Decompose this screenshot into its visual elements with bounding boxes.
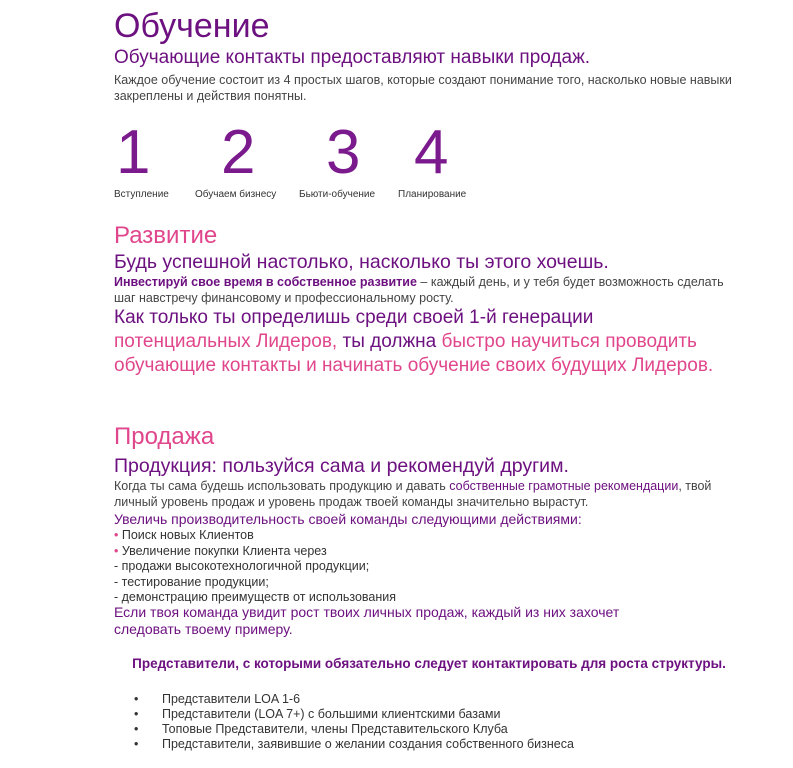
step-4: [398, 118, 467, 200]
step-2: [195, 118, 277, 200]
sales-title: Продажа: [114, 423, 215, 450]
list-item: - демонстрацию преимуществ от использования: [114, 590, 397, 604]
step-3: [299, 118, 376, 200]
sales-subtitle: Продукция: пользуйся сама и рекомендуй другим.: [114, 455, 569, 477]
sales-text-2: , твой личный уровень продаж и уровень продаж твоей команды значительно вырастут.: [114, 479, 712, 509]
big-text-4: быстро научиться проводить обучающие контакты и начинать обучение своих будущих Лидеров.: [114, 331, 714, 376]
sales-closing-text: Если твоя команда увидит рост твоих личных продаж, каждый из них захочет следовать твоему примеру.: [114, 604, 620, 637]
sales-text-link: собственные грамотные рекомендации: [449, 479, 679, 493]
step-label: Планирование: [398, 189, 467, 200]
list-item: • Представители, заявившие о желании создания собственного бизнеса: [134, 737, 574, 752]
training-title: Обучение: [114, 7, 270, 45]
bullet-dot: •: [114, 543, 119, 558]
sales-actions-list: [114, 528, 396, 606]
training-description: Каждое обучение состоит из 4 простых шагов, которые создают понимание того, насколько новые навыки закреплены и действия понятны.: [114, 73, 732, 103]
list-item: • Поиск новых Клиентов: [114, 528, 254, 542]
list-item: • Увеличение покупки Клиента через: [114, 543, 327, 558]
big-text-3: ты должна: [337, 331, 442, 352]
list-item: • Представители (LOA 7+) с большими клиентскими базами: [134, 707, 574, 722]
list-item: - продажи высокотехнологичной продукции;: [114, 559, 370, 573]
training-subtitle: Обучающие контакты предоставляют навыки продаж.: [114, 47, 591, 68]
invest-rest: – каждый день, и у тебя будет возможность сделать шаг навстречу финансовому и профессиональному росту.: [114, 275, 724, 305]
step-number: 2: [221, 118, 256, 187]
development-title: Развитие: [114, 222, 218, 249]
invest-bold: Инвестируй свое время в собственное развитие: [114, 275, 417, 289]
representatives-list: [134, 692, 574, 752]
sales-increase-heading: Увеличь производительность своей команды следующими действиями:: [114, 511, 582, 527]
development-subtitle: Будь успешной настолько, насколько ты этого хочешь.: [114, 251, 609, 273]
list-item: • Топовые Представители, члены Представительского Клуба: [134, 722, 574, 737]
step-label: Бьюти-обучение: [299, 189, 376, 200]
representatives-title: Представители, с которыми обязательно следует контактировать для роста структуры.: [132, 656, 726, 671]
step-label: Вступление: [114, 189, 169, 200]
step-number: 1: [116, 118, 151, 187]
step-1: [114, 118, 169, 200]
step-number: 4: [414, 118, 449, 187]
development-leaders-text: [114, 306, 714, 378]
big-text-1: Как только ты определишь среди своей 1-й генерации: [114, 307, 594, 328]
list-item: • Представители LOA 1-6: [134, 692, 574, 707]
training-steps: [114, 118, 534, 208]
bullet-dot: •: [114, 528, 119, 542]
development-invest-text: [114, 274, 734, 306]
sales-text: [114, 478, 729, 510]
big-text-2: потенциальных Лидеров,: [114, 331, 338, 352]
list-item: - тестирование продукции;: [114, 574, 269, 589]
step-number: 3: [326, 118, 361, 187]
step-label: Обучаем бизнесу: [195, 189, 277, 200]
sales-text-1: Когда ты сама будешь использовать продукцию и давать: [114, 479, 450, 493]
